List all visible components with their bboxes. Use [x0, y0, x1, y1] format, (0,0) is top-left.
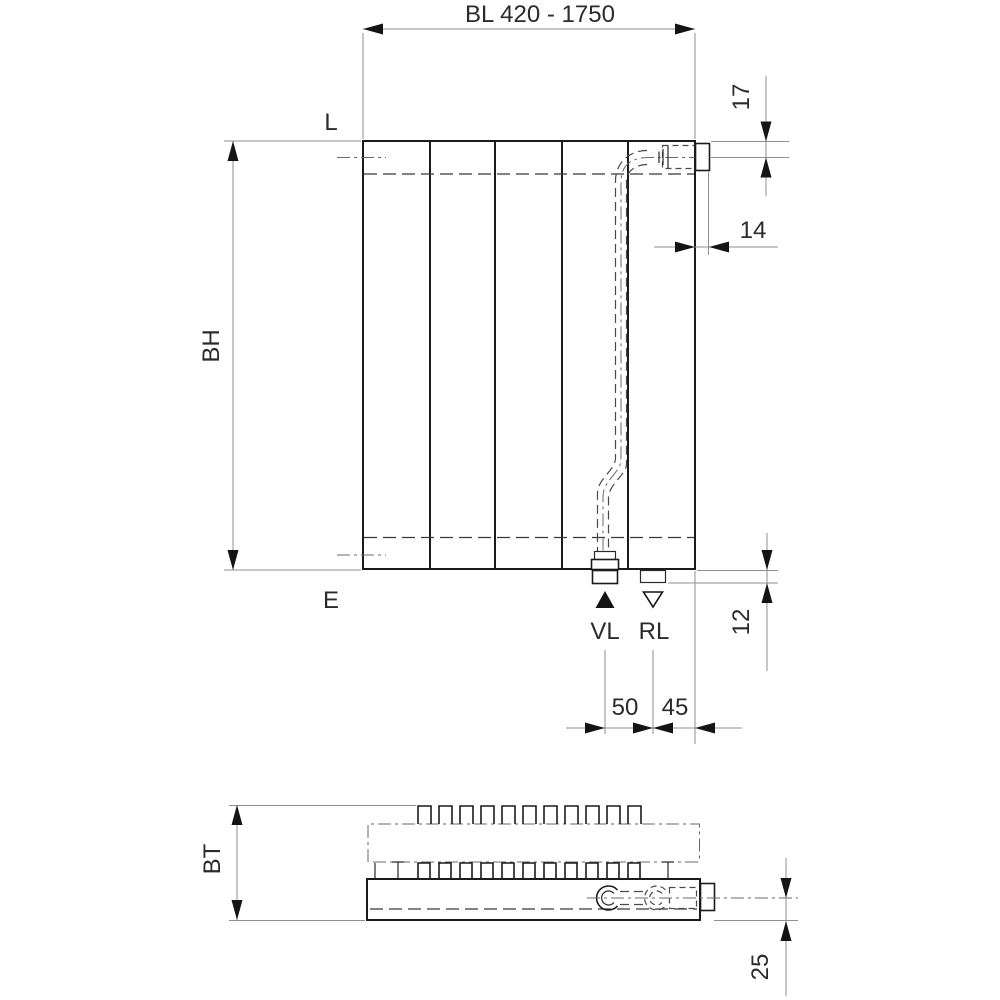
dim-17-value: 17	[728, 83, 755, 111]
label-l: L	[324, 109, 338, 136]
convector-fins-lower-row	[418, 863, 640, 879]
rl-stub	[641, 571, 666, 583]
dim-50-value: 50	[611, 694, 639, 721]
convector-fins-upper-row	[418, 806, 641, 824]
flow-direction-marker	[596, 591, 615, 608]
dim-bh-value: BH	[198, 329, 225, 363]
label-vl: VL	[590, 618, 620, 645]
radiator-body	[363, 141, 695, 569]
pipe-fitting-collar	[592, 560, 619, 570]
connection-box	[696, 144, 710, 171]
dim-bt-value: BT	[199, 843, 226, 875]
return-direction-marker	[644, 592, 663, 607]
dim-12-value: 12	[728, 608, 755, 636]
fin-partials	[375, 862, 674, 879]
side-connection-stub	[701, 884, 715, 911]
dim-14-value: 14	[739, 217, 767, 244]
vl-stub	[593, 571, 618, 584]
channel-body	[367, 879, 700, 920]
front-view	[337, 141, 710, 645]
dimension-25	[714, 858, 798, 996]
top-down-view	[367, 806, 798, 920]
label-e: E	[322, 587, 340, 614]
phantom-outline	[368, 824, 700, 862]
pipe-fitting-neck	[595, 552, 616, 560]
dimension-bh	[198, 109, 361, 614]
dimension-bl	[363, 1, 695, 139]
dim-25-value: 25	[747, 953, 774, 981]
dim-bl-value: BL 420 - 1750	[465, 1, 615, 28]
label-rl: RL	[638, 618, 670, 645]
dimension-17	[711, 76, 789, 196]
dim-45-value: 45	[661, 694, 689, 721]
